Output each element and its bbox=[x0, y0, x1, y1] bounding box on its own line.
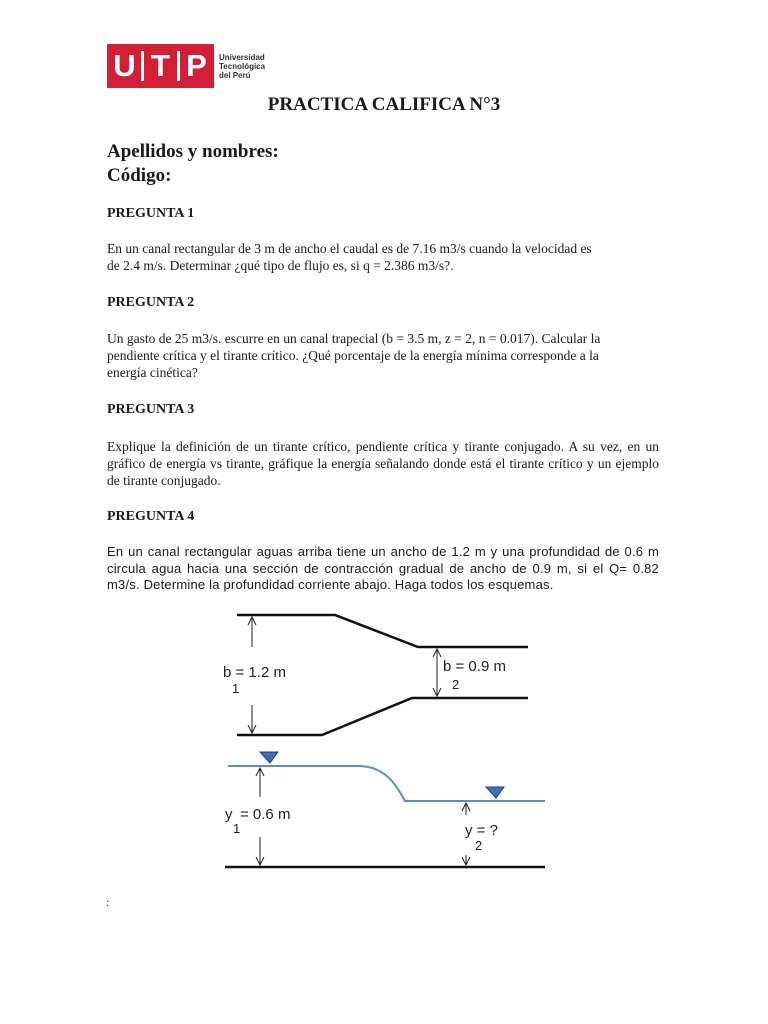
utp-logo bbox=[107, 44, 266, 88]
width-1-label: b = 1.2 m bbox=[223, 664, 286, 681]
question-3-heading: PREGUNTA 3 bbox=[107, 402, 195, 417]
logo-letter-t: T bbox=[151, 48, 170, 83]
plan-view-bottom-wall bbox=[237, 698, 528, 735]
depth-1-value: = 0.6 m bbox=[240, 806, 291, 823]
width-2-subscript: 2 bbox=[452, 677, 460, 692]
logo-university-name: Universidad Tecnológica del Perú bbox=[219, 52, 266, 80]
width-1-subscript: 1 bbox=[232, 681, 240, 696]
logo-letter-u: U bbox=[113, 48, 136, 83]
names-field-label: Apellidos y nombres: bbox=[107, 141, 279, 162]
question-4-text: En un canal rectangular aguas arriba tiene un ancho de 1.2 m y una profundidad de 0.6 m circula agua hacia una sección de contracción gradual de ancho de 0.9 m, si el Q= 0.82 m3/s. Determine la profundidad corriente abajo. Haga todos los esquemas. bbox=[107, 544, 659, 592]
plan-view-top-wall bbox=[237, 615, 528, 647]
depth-1-symbol: y bbox=[225, 806, 233, 823]
logo-letter-p: P bbox=[186, 48, 207, 83]
depth-1-subscript: 1 bbox=[233, 821, 241, 836]
width-2-label: b = 0.9 m bbox=[443, 658, 506, 675]
depth-2-label: y = ? bbox=[465, 822, 498, 839]
question-1-heading: PREGUNTA 1 bbox=[107, 206, 195, 221]
trailing-mark: : bbox=[106, 895, 110, 909]
question-4-heading: PREGUNTA 4 bbox=[107, 509, 195, 524]
question-2-text: Un gasto de 25 m3/s. escurre en un canal trapecial (b = 3.5 m, z = 2, n = 0.017). Calcular la pendiente crítica y el tirante crítico. ¿Qué porcentaje de la energía mínima corresponde a la energía cinética? bbox=[107, 331, 601, 380]
code-field-label: Código: bbox=[107, 165, 172, 186]
question-1-text: En un canal rectangular de 3 m de ancho el caudal es de 7.16 m3/s cuando la velocidad es de 2.4 m/s. Determinar ¿qué tipo de flujo es, si q = 2.386 m3/s?. bbox=[107, 241, 592, 273]
logo-letters bbox=[107, 44, 214, 88]
width-2-dimension-arrow bbox=[433, 649, 441, 696]
water-level-marker-downstream bbox=[486, 787, 504, 798]
question-2-heading: PREGUNTA 2 bbox=[107, 295, 195, 310]
question-3-text: Explique la definición de un tirante crítico, pendiente crítica y tirante conjugado. A su vez, en un gráfico de energía vs tirante, gráfique la energía señalando donde está el tirante crítico y un ejemplo de tirante conjugado. bbox=[107, 439, 659, 488]
water-level-marker-upstream bbox=[260, 752, 278, 763]
channel-contraction-figure bbox=[200, 605, 560, 877]
document-title: PRACTICA CALIFICA N°3 bbox=[267, 94, 501, 115]
depth-2-subscript: 2 bbox=[475, 838, 483, 853]
